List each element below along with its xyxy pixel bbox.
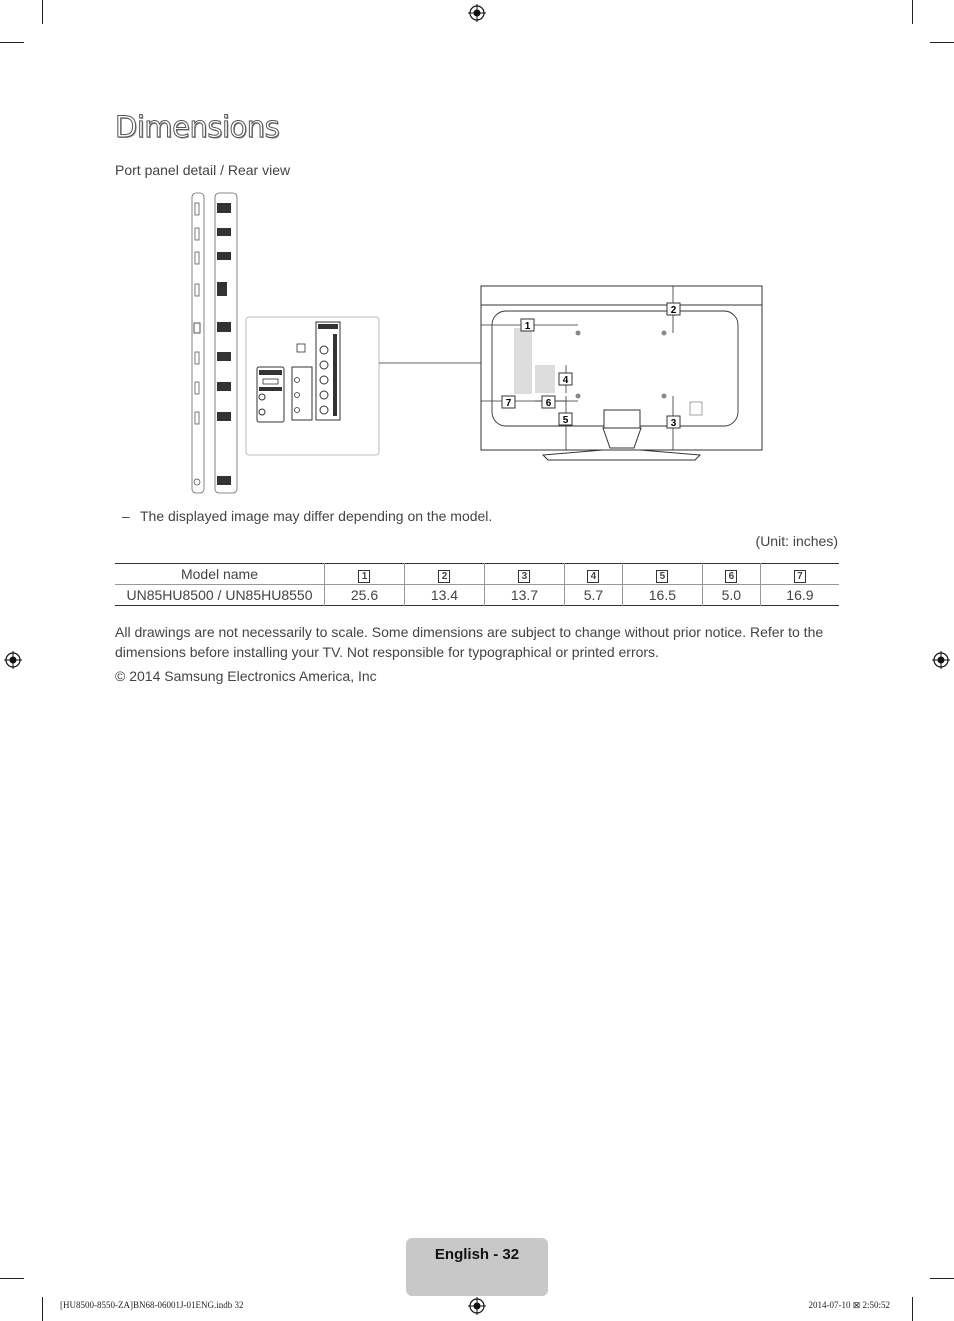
- cell-value: 25.6: [325, 585, 405, 606]
- marker-1: 1: [524, 321, 531, 332]
- marker-7: 7: [505, 398, 512, 409]
- copyright-text: © 2014 Samsung Electronics America, Inc: [115, 668, 377, 684]
- cell-value: 13.7: [484, 585, 564, 606]
- cell-value: 5.7: [564, 585, 622, 606]
- registration-mark-icon: [468, 1297, 486, 1315]
- header-col-4: 4: [564, 564, 622, 585]
- unit-label: (Unit: inches): [755, 533, 838, 549]
- table-row: [115, 585, 839, 606]
- registration-mark-icon: [932, 651, 950, 669]
- header-col-2: 2: [404, 564, 484, 585]
- note-dash: –: [122, 508, 130, 524]
- crop-mark: [930, 1278, 954, 1279]
- table-header-row: [115, 564, 839, 585]
- note-text: The displayed image may differ depending on the model.: [140, 508, 493, 524]
- side-port-panel: [192, 193, 237, 493]
- cell-model: UN85HU8500 / UN85HU8550: [126, 587, 313, 603]
- marker-3: 3: [670, 418, 677, 429]
- header-col-3: 3: [484, 564, 564, 585]
- model-note: [122, 508, 492, 524]
- marker-4: 4: [562, 375, 569, 386]
- marker-6: 6: [545, 398, 552, 409]
- dimensions-diagram: [0, 0, 954, 510]
- marker-2: 2: [670, 305, 677, 316]
- dimensions-table: [115, 563, 839, 606]
- page-number-label: English - 32: [434, 1246, 520, 1263]
- rear-port-panel: [246, 317, 379, 455]
- marker-5: 5: [562, 415, 569, 426]
- diagram-caption: Port panel detail / Rear view: [115, 162, 291, 178]
- crop-mark: [0, 1278, 24, 1279]
- header-col-6: 6: [702, 564, 760, 585]
- imprint-timestamp: 2014-07-10 ⊠ 2:50:52: [808, 1300, 890, 1310]
- disclaimer-text: All drawings are not necessarily to scale. Some dimensions are subject to change without prior notice. Refer to the dimensions before installing your TV. Not responsible for typographical or printed errors.: [115, 624, 824, 660]
- registration-mark-icon: [4, 651, 22, 669]
- header-model-name: Model name: [180, 566, 259, 582]
- cell-value: 5.0: [702, 585, 760, 606]
- cell-value: 16.5: [622, 585, 702, 606]
- cell-value: 16.9: [760, 585, 839, 606]
- cell-value: 13.4: [404, 585, 484, 606]
- header-col-5: 5: [622, 564, 702, 585]
- tv-rear-view: [481, 286, 762, 460]
- page-title: Dimensions: [115, 110, 280, 144]
- crop-mark: [912, 1297, 913, 1321]
- header-col-7: 7: [760, 564, 839, 585]
- imprint-file: [HU8500-8550-ZA]BN68-06001J-01ENG.indb 32: [60, 1300, 244, 1310]
- crop-mark: [42, 1297, 43, 1321]
- header-col-1: 1: [325, 564, 405, 585]
